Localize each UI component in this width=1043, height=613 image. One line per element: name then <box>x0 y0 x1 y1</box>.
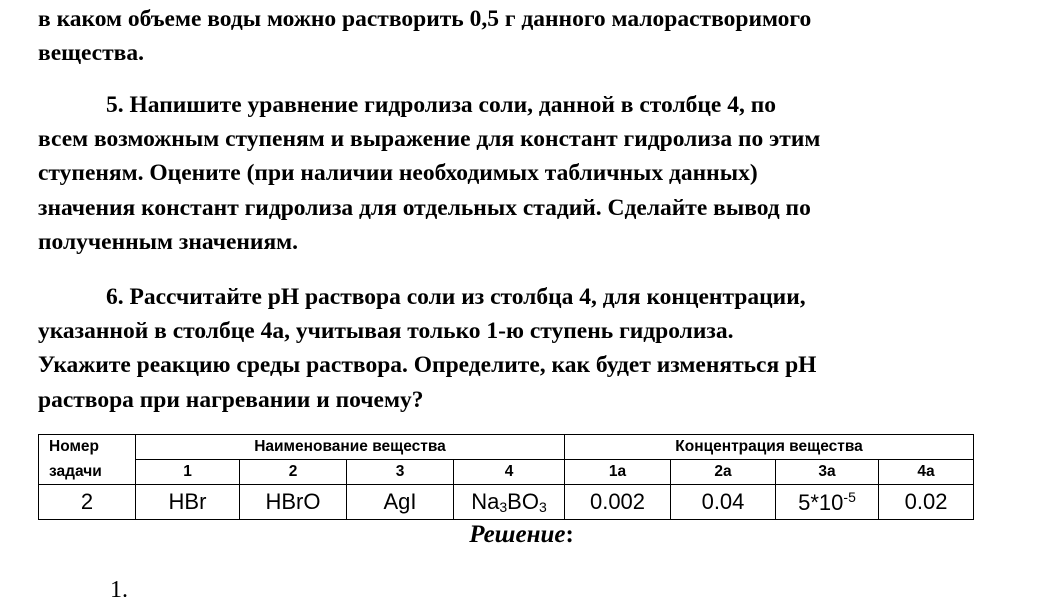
concentration-cell <box>776 485 879 520</box>
text-line: всем возможным ступеням и выражение для констант гидролиза по этим <box>38 126 821 153</box>
text-line: указанной в столбце 4а, учитывая только 1-ю ступень гидролиза. <box>38 318 734 345</box>
formula-subscript: 3 <box>499 499 508 515</box>
header-task-number-cont: задачи <box>39 460 136 485</box>
substance-cell: HBrO <box>240 485 347 520</box>
formula-subscript: 3 <box>538 499 547 515</box>
text-line: ступеням. Оцените (при наличии необходимых табличных данных) <box>38 160 758 187</box>
column-header: 3 <box>347 460 454 485</box>
text-line: вещества. <box>38 40 144 67</box>
column-header: 1 <box>136 460 240 485</box>
task-5-paragraph <box>38 88 978 259</box>
substance-cell <box>454 485 565 520</box>
column-header: 2 <box>240 460 347 485</box>
column-header: 2а <box>671 460 776 485</box>
task-number-cell: 2 <box>39 485 136 520</box>
concentration-cell: 0.02 <box>879 485 974 520</box>
task-data-table <box>38 434 974 520</box>
concentration-cell: 0.002 <box>565 485 671 520</box>
intro-paragraph <box>38 2 978 70</box>
text-line: 6. Рассчитайте pH раствора соли из столбца 4, для концентрации, <box>106 284 806 310</box>
column-header: 4а <box>879 460 974 485</box>
header-concentration: Концентрация вещества <box>565 435 974 460</box>
formula-part: Na <box>471 489 500 514</box>
concentration-cell: 0.04 <box>671 485 776 520</box>
header-substance-name: Наименование вещества <box>136 435 565 460</box>
column-header: 3а <box>776 460 879 485</box>
column-header: 1а <box>565 460 671 485</box>
substance-cell: HBr <box>136 485 240 520</box>
text-line: 5. Напишите уравнение гидролиза соли, данной в столбце 4, по <box>106 92 777 118</box>
formula-part: BO <box>507 489 539 514</box>
text-line: значения констант гидролиза для отдельных стадий. Сделайте вывод по <box>38 194 811 221</box>
header-task-number: Номер <box>39 435 136 460</box>
table-row <box>39 485 974 520</box>
substance-cell: AgI <box>347 485 454 520</box>
concentration-base: 5*10 <box>798 489 844 515</box>
task-6-paragraph <box>38 280 978 417</box>
solution-heading <box>0 518 1043 552</box>
column-header: 4 <box>454 460 565 485</box>
text-line: раствора при нагревании и почему? <box>38 386 424 413</box>
text-line: Укажите реакцию среды раствора. Определите, как будет изменяться pH <box>38 352 817 379</box>
concentration-exponent: -5 <box>843 488 856 505</box>
text-line: полученным значениям. <box>38 228 299 255</box>
solution-item-number: 1. <box>110 577 128 603</box>
solution-title-colon: : <box>565 521 574 548</box>
solution-title-text: Решение <box>469 521 566 548</box>
text-line: в каком объеме воды можно растворить 0,5 г данного малорастворимого <box>38 6 812 32</box>
